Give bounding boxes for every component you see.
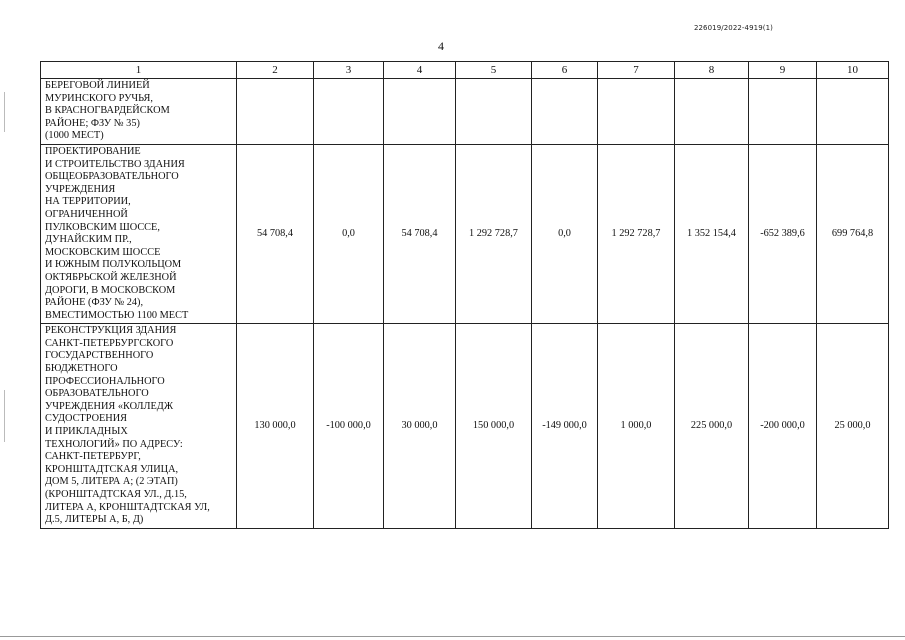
value-cell: 30 000,0 [384, 324, 456, 529]
value-cell: 225 000,0 [675, 324, 749, 529]
value-cell: 150 000,0 [456, 324, 532, 529]
document-id: 226019/2022-4919(1) [693, 24, 773, 32]
column-header: 4 [384, 62, 456, 79]
column-header: 5 [456, 62, 532, 79]
column-header: 9 [749, 62, 817, 79]
object-name-cell: РЕКОНСТРУКЦИЯ ЗДАНИЯ САНКТ-ПЕТЕРБУРГСКОГО ГОСУДАРСТВЕННОГО БЮДЖЕТНОГО ПРОФЕССИОНАЛЬНОГО ОБРАЗОВАТЕЛЬНОГО УЧРЕЖДЕНИЯ «КОЛЛЕДЖ СУДОСТРОЕНИЯ И ПРИКЛАДНЫХ ТЕХНОЛОГИЙ» ПО АДРЕСУ: САНКТ-ПЕТЕРБУРГ, КРОНШТАДТСКАЯ УЛИЦА, ДОМ 5, ЛИТЕРА А; (2 ЭТАП) (КРОНШТАДТСКАЯ УЛ., Д.15, ЛИТЕРА А, КРОНШТАДТСКАЯ УЛ, Д.5, ЛИТЕРЫ А, Б, Д) [41, 324, 237, 529]
object-name-cell: БЕРЕГОВОЙ ЛИНИЕЙ МУРИНСКОГО РУЧЬЯ, В КРАСНОГВАРДЕЙСКОМ РАЙОНЕ; ФЗУ № 35) (1000 МЕСТ) [41, 79, 237, 145]
value-cell [314, 79, 384, 145]
column-header: 8 [675, 62, 749, 79]
column-header: 3 [314, 62, 384, 79]
value-cell: 0,0 [314, 144, 384, 323]
value-cell [675, 79, 749, 145]
value-cell: 1 292 728,7 [456, 144, 532, 323]
column-header: 1 [41, 62, 237, 79]
column-header: 2 [237, 62, 314, 79]
value-cell: -652 389,6 [749, 144, 817, 323]
page-number: 4 [438, 39, 444, 53]
scan-bottom-edge [0, 636, 905, 637]
value-cell: -200 000,0 [749, 324, 817, 529]
column-header: 6 [532, 62, 598, 79]
value-cell: 25 000,0 [817, 324, 889, 529]
table-row [41, 79, 889, 145]
value-cell [532, 79, 598, 145]
value-cell: 0,0 [532, 144, 598, 323]
value-cell: 1 292 728,7 [598, 144, 675, 323]
column-number-row [41, 62, 889, 79]
value-cell: -100 000,0 [314, 324, 384, 529]
value-cell: 1 352 154,4 [675, 144, 749, 323]
value-cell: 699 764,8 [817, 144, 889, 323]
value-cell [749, 79, 817, 145]
value-cell [817, 79, 889, 145]
value-cell: 130 000,0 [237, 324, 314, 529]
value-cell: -149 000,0 [532, 324, 598, 529]
table-row [41, 324, 889, 529]
left-margin-mark [4, 92, 5, 132]
value-cell [237, 79, 314, 145]
value-cell [456, 79, 532, 145]
object-name-cell: ПРОЕКТИРОВАНИЕ И СТРОИТЕЛЬСТВО ЗДАНИЯ ОБЩЕОБРАЗОВАТЕЛЬНОГО УЧРЕЖДЕНИЯ НА ТЕРРИТОРИИ, ОГРАНИЧЕННОЙ ПУЛКОВСКИМ ШОССЕ, ДУНАЙСКИМ ПР., МОСКОВСКИМ ШОССЕ И ЮЖНЫМ ПОЛУКОЛЬЦОМ ОКТЯБРЬСКОЙ ЖЕЛЕЗНОЙ ДОРОГИ, В МОСКОВСКОМ РАЙОНЕ (ФЗУ № 24), ВМЕСТИМОСТЬЮ 1100 МЕСТ [41, 144, 237, 323]
value-cell: 1 000,0 [598, 324, 675, 529]
left-margin-mark [4, 390, 5, 442]
value-cell [384, 79, 456, 145]
column-header: 7 [598, 62, 675, 79]
budget-table [40, 61, 889, 529]
value-cell: 54 708,4 [384, 144, 456, 323]
column-header: 10 [817, 62, 889, 79]
table-row [41, 144, 889, 323]
value-cell: 54 708,4 [237, 144, 314, 323]
value-cell [598, 79, 675, 145]
